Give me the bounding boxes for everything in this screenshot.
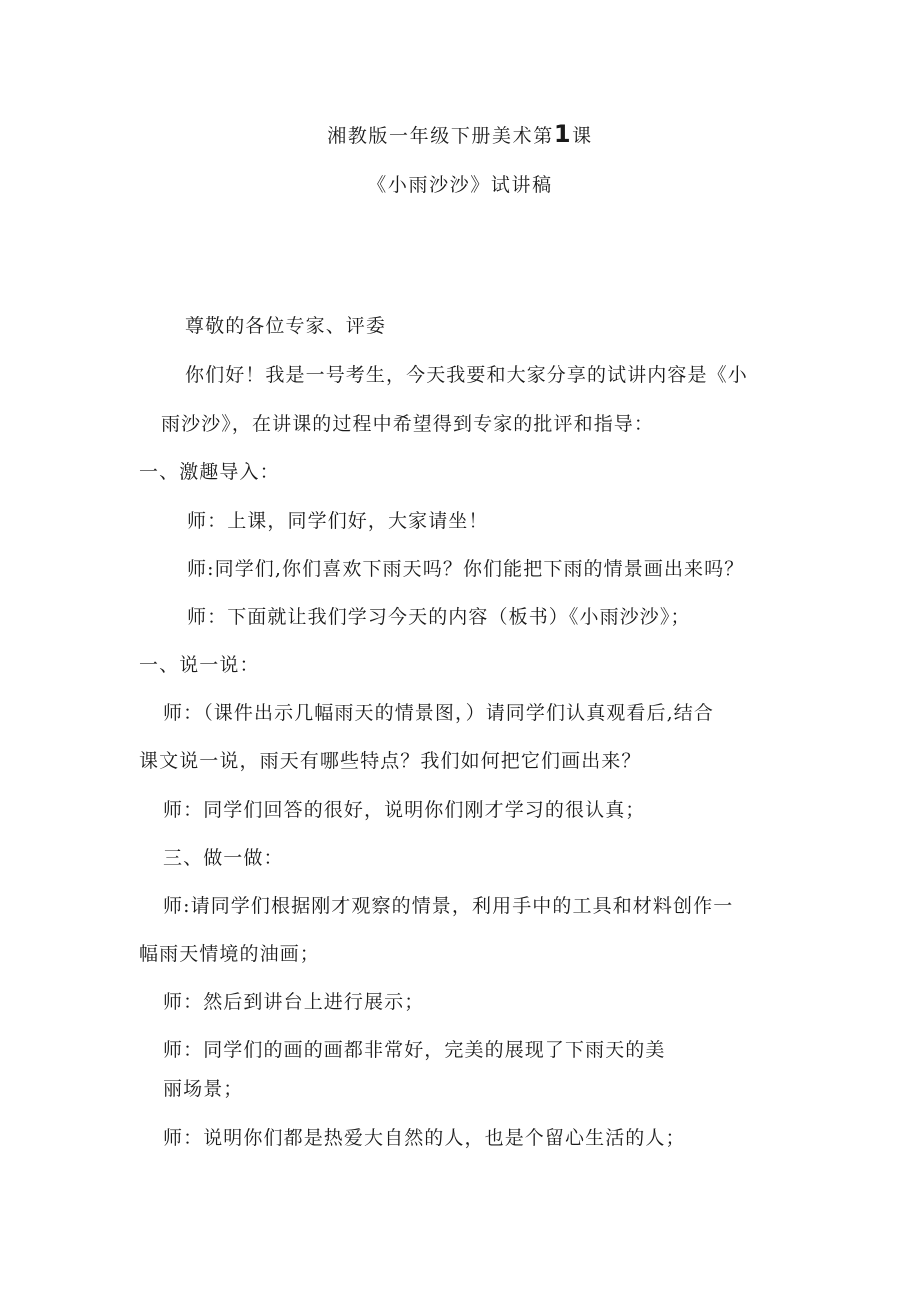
paragraph-line: 师：说明你们都是热爱大自然的人，也是个留心生活的人； — [163, 1127, 686, 1149]
section-heading: 一、激趣导入： — [139, 461, 280, 483]
paragraph-line: 师：（课件出示几幅雨天的情景图，）请同学们认真观看后,结合 — [163, 702, 714, 724]
paragraph-line: 你们好！我是一号考生，今天我要和大家分享的试讲内容是《小 — [185, 364, 748, 386]
document-title — [0, 121, 920, 149]
title-suffix: 课 — [572, 125, 593, 147]
paragraph-line: 师：然后到讲台上进行展示； — [163, 991, 425, 1013]
salutation: 尊敬的各位专家、评委 — [185, 315, 387, 337]
paragraph-line: 丽场景； — [163, 1078, 244, 1100]
paragraph-line: 师：同学们的画的画都非常好，完美的展现了下雨天的美 — [163, 1039, 666, 1061]
title-prefix: 湘教版一年级下册美术第 — [327, 125, 554, 147]
section-heading: 一、说一说： — [139, 654, 260, 676]
paragraph-line: 雨沙沙》，在讲课的过程中希望得到专家的批评和指导： — [161, 413, 655, 435]
paragraph-line: 师:请同学们根据刚才观察的情景，利用手中的工具和材料创作一 — [163, 895, 734, 917]
document-subtitle: 《小雨沙沙》试讲稿 — [367, 174, 553, 196]
paragraph-line: 师:同学们,你们喜欢下雨天吗？你们能把下雨的情景画出来吗？ — [187, 558, 745, 580]
paragraph-line: 师：上课，同学们好，大家请坐！ — [187, 510, 489, 532]
section-heading: 三、做一做： — [163, 847, 284, 869]
title-number: 1 — [553, 120, 573, 148]
paragraph-line: 幅雨天情境的油画； — [139, 943, 320, 965]
paragraph-line: 师：同学们回答的很好，说明你们刚才学习的很认真； — [163, 799, 646, 821]
paragraph-line: 师：下面就让我们学习今天的内容（板书）《小雨沙沙》； — [187, 606, 691, 628]
paragraph-line: 课文说一说，雨天有哪些特点？我们如何把它们画出来？ — [139, 750, 642, 772]
